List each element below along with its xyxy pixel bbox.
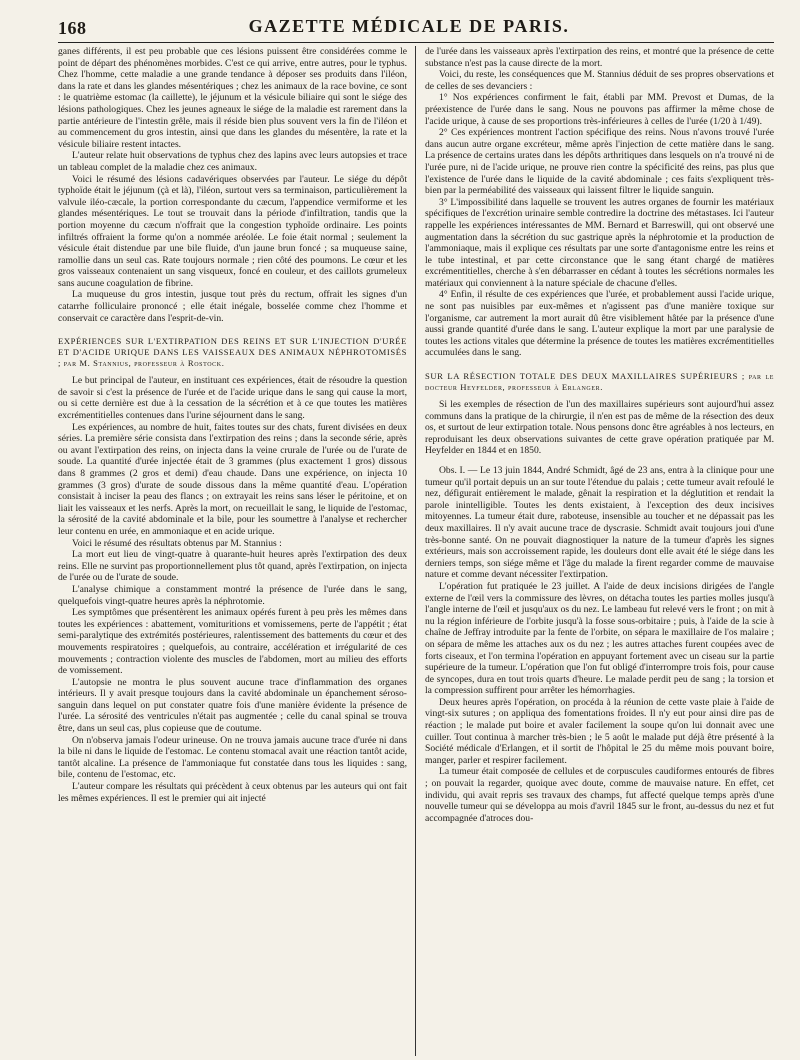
paragraph: La tumeur était composée de cellules et de corpuscules caudiformes entourés de fibres ; on pouvait la regarder, quoique avec doute, comme de mauvaise nature. En effet, cet individu, qui avait repris ses travaux des champs, fut affecté quelque temps après d'une nouvelle tumeur qui se développa au mois d'avril 1845 sur le front, au-dessus du nez et fut accompagnée d'atroces dou- bbox=[425, 766, 774, 824]
article-byline: par le docteur Heyfelder, professeur à Erlanger. bbox=[425, 371, 774, 393]
paragraph: 2° Ces expériences montrent l'action spécifique des reins. Nous n'avons trouvé l'urée dans aucun autre organe excréteur, même après l'injection de cette matière dans le sang. La présence de certains urates dans les dépôts arthritiques dans lesquels on n'a trouvé ni de l'urée pure, ni de l'acide urique, ne prouve rien contre la spécificité des reins, pas plus que l'existence de l'urée dans le liquide de la cavité abdominale ; ces faits s'expliquent très-bien par la perméabilité des vaisseaux qui laissent filtrer le liquide sanguin. bbox=[425, 127, 774, 197]
paragraph: Les expériences, au nombre de huit, faites toutes sur des chats, furent divisées en deux séries. La première série consista dans l'extirpation des reins ; dans la seconde série, après ou avant l'extirpation des reins, on injecta dans la veine crurale de l'urée ou de l'urate de soude. La quantité d'urée injectée était de 3 grammes (plus exactement 1 gros) dissous dans 8 grammes (2 gros et demi) d'eau chaude. Dans une expérience, on injecta 10 grammes (3 gros) d'urate de soude dissous dans la même quantité d'eau. L'opération consistait à inciser la peau des flancs ; on extrayait les reins sans léser le péritoine, et on liait les vaisseaux et les nerfs. Après la mort, on recueillait le sang, le liquide de l'estomac, la sérosité de la cavité abdominale et la bile, pour les soumettre à l'analyse et rechercher leur contenu en urée, en ammoniaque et en acide urique. bbox=[58, 421, 407, 537]
left-column bbox=[58, 46, 415, 1056]
paragraph: de l'urée dans les vaisseaux après l'extirpation des reins, et montré que la présence de cette substance n'est pas la cause directe de la mort. bbox=[425, 46, 774, 69]
page-number: 168 bbox=[58, 18, 87, 38]
paragraph: L'autopsie ne montra le plus souvent aucune trace d'inflammation des organes intérieurs. Il y avait presque toujours dans la cavité abdominale un épanchement séroso-sanguin dans lequel on put constater quatre fois d'une manière évidente la présence de l'urée. La sérosité des ventricules n'était pas augmentée ; celle du canal spinal se trouva être, dans un seul cas, plus copieuse que de coutume. bbox=[58, 676, 407, 735]
paragraph: L'opération fut pratiquée le 23 juillet. A l'aide de deux incisions dirigées de l'angle externe de l'œil vers la commissure des lèvres, on détacha toutes les parties molles jusqu'à l'angle interne de l'œil et jusqu'aux os du nez. Le lambeau fut relevé vers le front ; on mit à nu la région inférieure de l'orbite jusqu'à la fosse sous-orbitaire ; puis, à l'aide de la scie à chaîne de Jeffray introduite par la fente de l'orbite, on sépara le maxillaire de l'os malaire ; on sépara de même les attaches aux os du nez ; les autres attaches furent coupées avec de forts ciseaux, et l'on termina l'opération en appuyant fortement avec un ciseau sur la partie supérieure de la tumeur. L'opération que l'on fut obligé d'interrompre trois fois, pour cause de syncopes, dura en tout trois quarts d'heure. Le malade perdit peu de sang ; la torsion et la compression suffirent pour arrêter les hémorrhagies. bbox=[425, 580, 774, 697]
paragraph: Voici, du reste, les conséquences que M. Stannius déduit de ses propres observations et de celles de ses devanciers : bbox=[425, 69, 774, 92]
article-heading-heyfelder bbox=[425, 371, 774, 393]
paragraph: La mort eut lieu de vingt-quatre à quarante-huit heures après l'extirpation des deux reins. Elle ne survint pas proportionnellement plus tôt quand, après l'extirpation, on injecta de l'urée ou de l'urate de soude. bbox=[58, 549, 407, 584]
paragraph: L'auteur compare les résultats qui précèdent à ceux obtenus par les auteurs qui ont fait les mêmes expériences. Il est le premier qui ait injecté bbox=[58, 781, 407, 804]
paragraph: Obs. I. — Le 13 juin 1844, André Schmidt, âgé de 23 ans, entra à la clinique pour une tumeur qu'il portait depuis un an sur toute l'étendue du palais ; cette tumeur avait refoulé le nez, défigurait entièrement le malade, gênait la respiration et la déglutition et rendait la parole inintelligible. Toutes les dents existaient, à l'exception des deux incisives mitoyennes. La tumeur était dure, raboteuse, insensible au toucher et ne dépassait pas les deux maxillaires. Il n'y avait aucune trace de dyscrasie. Schmidt avait toujours joui d'une très-bonne santé. On ne pouvait diagnostiquer la nature de la tumeur d'après les signes extérieurs, mais son accroissement rapide, les douleurs dont elle avait été le siége dans les derniers temps, son siége même et l'âge du malade la firent regarder comme de mauvaise nature et comme devant nécessiter l'extirpation. bbox=[425, 465, 774, 581]
article-title: SUR LA RÉSECTION TOTALE DES DEUX MAXILLAIRES SUPÉRIEURS ; bbox=[425, 371, 745, 382]
paragraph: On n'observa jamais l'odeur urineuse. On ne trouva jamais aucune trace d'urée ni dans la bile ni dans le liquide de l'estomac. Le contenu stomacal avait une réaction tantôt acide, tantôt alcaline. La présence de l'ammoniaque fut constatée dans tous les liquides : sang, bile, contenu de l'estomac, etc. bbox=[58, 734, 407, 781]
paragraph: Voici le résumé des résultats obtenus par M. Stannius : bbox=[72, 537, 282, 549]
paragraph: 4° Enfin, il résulte de ces expériences que l'urée, et probablement aussi l'acide urique, ne sont pas nuisibles par eux-mêmes et n'agissent pas d'une manière toxique sur l'organisme, car autrement la mort aurait dû être visiblement hâtée par la présence d'une aussi grande quantité d'urée dans le sang. L'auteur explique la mort par une paralysie de toutes les actions vitales que détermine la présence de toutes les matières excrémentitielles accumulées dans le sang. bbox=[425, 289, 774, 359]
page-header bbox=[44, 12, 774, 40]
right-column bbox=[416, 46, 774, 1056]
paragraph: Le but principal de l'auteur, en instituant ces expériences, était de résoudre la question de savoir si c'est la présence de l'urée et de l'acide urique dans le sang qui cause la mort, ou si cette dernière est due à la cessation de la sécrétion et à ce que toutes les matières excrémentitielles contenues dans l'urine séjournent dans le sang. bbox=[58, 375, 407, 422]
paragraph: La muqueuse du gros intestin, jusque tout près du rectum, offrait les signes d'un catarrhe folliculaire prononcé ; elle était inégale, bosselée comme chez l'homme et conservait ce caractère dans l'esprit-de-vin. bbox=[58, 289, 407, 324]
journal-title: GAZETTE MÉDICALE DE PARIS. bbox=[248, 16, 570, 36]
article-title: EXPÉRIENCES SUR L'EXTIRPATION DES REINS ET SUR L'INJECTION D'URÉE ET D'ACIDE URIQUE DANS LES VAISSEAUX DES ANIMAUX NÉPHROTOMISÉS ; bbox=[58, 336, 407, 369]
two-column-body bbox=[58, 46, 774, 1056]
paragraph: 1° Nos expériences confirment le fait, établi par MM. Prevost et Dumas, de la préexistence de l'urée dans le sang. Nous ne pouvons pas affirmer la même chose de l'acide urique, à cause de ses proportions très-inférieures à celles de l'urée (1/20 à 1/49). bbox=[425, 92, 774, 127]
paragraph: Voici le résumé des lésions cadavériques observées par l'auteur. Le siége du dépôt typhoïde était le jéjunum (çà et là), l'iléon, surtout vers sa terminaison, particulièrement la valvule iléo-cæcale, la portion correspondante du cæcum, l'appendice vermiforme et les glandes mésentériques. Le tout se trouvait dans la période d'infiltration, tandis que la portion moyenne du cæcum n'offrait que la congestion typhoïde ordinaire. Les points infiltrés offraient la forme qu'on a nommée aréolée. Le foie était normal ; seulement la vésicule était distendue par une bile fluide, d'un jaune brun foncé ; sa muqueuse saine, ramollie dans un seul cas. Rate toujours normale ; rien côté des poumons. Le cœur et les gros vaisseaux contenaient un sang visqueux, foncé en couleur, et des caillots grumeleux sans aucune coagulation de fibrine. bbox=[58, 173, 407, 289]
paragraph: Les symptômes que présentèrent les animaux opérés furent à peu près les mêmes dans toutes les expériences : abattement, vomituritions et vomissemens, perte de l'appétit ; état semi-paralytique des extrémités postérieures, ralentissement des battements du cœur et des mouvements respiratoires ; quelquefois, au contraire, accélération et irrégularité de ces mouvements ; contraction violente des muscles de l'abdomen, mort au milieu des efforts de vomissement. bbox=[58, 607, 407, 677]
paragraph: ganes différents, il est peu probable que ces lésions puissent être considérées comme le point de départ des phénomènes morbides. C'est ce qui arrive, entre autres, pour le typhus. Chez l'homme, cette maladie a une grande tendance à déposer ses produits dans l'iléon, dans la rate et dans les glandes mésentériques ; chez les animaux de la race bovine, ce sont : le quatrième estomac (la caillette), le jéjunum et la vésicule biliaire qui sont le siége des lésions pathologiques. Chez les jeunes agneaux le siége de la maladie est rarement dans la partie antérieure de l'intestin grêle, mais il réside bien plus souvent vers la fin de l'iléon et au commencement du gros intestin, ainsi que dans les glandes du mésentère, la rate et la vésicule biliaire restent intactes. bbox=[58, 46, 407, 150]
header-rule bbox=[58, 42, 774, 43]
paragraph-gap bbox=[425, 457, 774, 465]
paragraph: L'auteur relate huit observations de typhus chez des lapins avec leurs autopsies et trace un tableau complet de la maladie chez ces animaux. bbox=[58, 150, 407, 173]
paragraph: Si les exemples de résection de l'un des maxillaires supérieurs sont aujourd'hui assez communs dans la pratique de la chirurgie, il n'en est pas de même de la résection des deux os, et surtout de leur extirpation totale. Nous pensons donc être agréables à nos lecteurs, en reproduisant les deux observations suivantes de cette grave opération pratiquée par M. Heyfelder en 1844 et en 1850. bbox=[425, 399, 774, 457]
article-byline: par M. Stannius, professeur à Rostock. bbox=[63, 358, 225, 369]
paragraph: L'analyse chimique a constamment montré la présence de l'urée dans le sang, quelquefois vingt-quatre heures après la néphrotomie. bbox=[58, 583, 407, 607]
paragraph: Deux heures après l'opération, on procéda à la réunion de cette vaste plaie à l'aide de vingt-six sutures ; on appliqua des fomentations froides. Il n'y eut pour ainsi dire pas de réaction ; le malade put boire et avaler facilement la soupe qu'on lui donnait avec une cuiller. Tout continua à marcher très-bien ; le 5 août le malade put déjà être présenté à la Société médicale d'Erlangen, et il sortit de l'hôpital le 25 du même mois pouvant boire, manger, parler et respirer facilement. bbox=[425, 696, 774, 766]
paragraph: 3° L'impossibilité dans laquelle se trouvent les autres organes de fournir les matériaux spécifiques de l'excrétion urinaire semble contredire la doctrine des métastases. Ici l'auteur rappelle les expériences intéressantes de MM. Bernard et Barreswill, qui ont observé une augmentation dans la sécrétion du suc gastrique après la néphrotomie et la production de l'ammoniaque, mais il explique ces résultats par une sorte d'antagonisme entre les reins et le tube intestinal, et par cette circonstance que le sang étant chargé de matières excrémentitielles, cherche à s'en débarrasser en cédant à toutes les sécrétions normales les matériaux qui conviennent à la nature spéciale de chacune d'elles. bbox=[425, 196, 774, 289]
article-heading-stannius bbox=[58, 336, 407, 369]
